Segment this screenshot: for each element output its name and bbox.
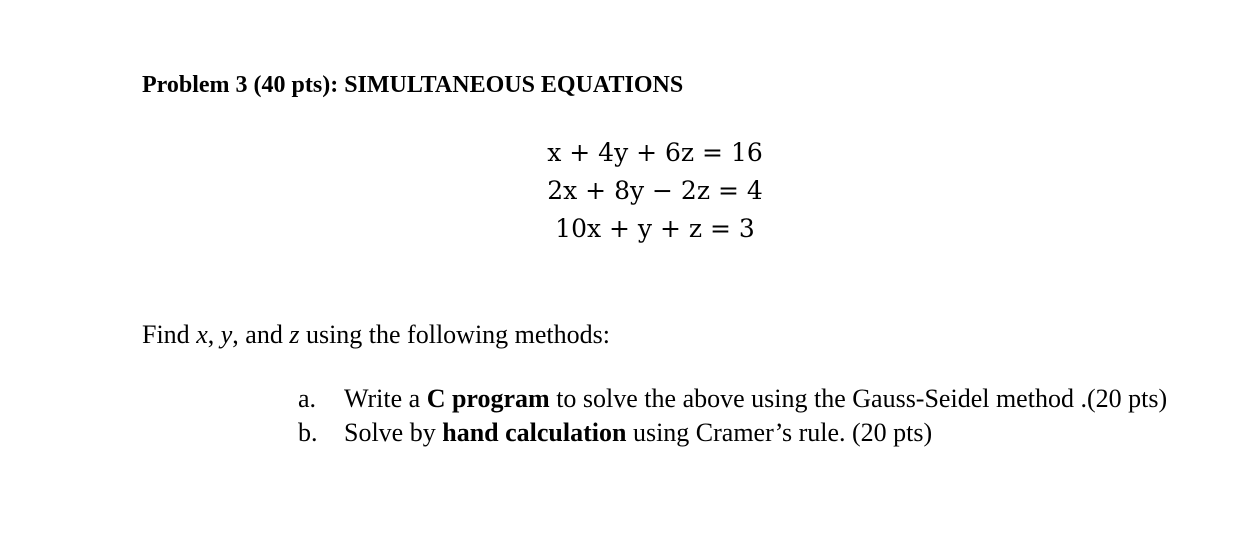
task-text [344,416,932,450]
instruction-prefix: Find [142,320,197,349]
task-text-after: using Cramer’s rule. (20 pts) [626,418,933,447]
variable-x: x [196,320,208,349]
instruction-text [142,320,610,350]
task-item-a [298,382,1167,416]
task-text [344,382,1167,416]
task-item-b [298,416,1167,450]
task-list [298,382,1167,450]
task-text-before: Write a [344,384,427,413]
equation-1: x + 4y + 6z = 16 [547,138,763,167]
equation-3: 10x + y + z = 3 [555,214,755,243]
problem-heading: Problem 3 (40 pts): SIMULTANEOUS EQUATIONS [142,72,684,98]
equation-system [530,134,780,248]
variable-y: y [220,320,233,349]
task-text-bold: C program [426,384,550,413]
instruction-suffix: using the following methods: [299,320,610,349]
task-text-before: Solve by [344,418,443,447]
task-text-after: to solve the above using the Gauss-Seidel method .(20 pts) [549,384,1168,413]
task-marker: b. [298,418,318,447]
task-text-bold: hand calculation [442,418,627,447]
instruction-separator-2: , and [232,320,290,349]
instruction-separator-1: , [207,320,221,349]
task-marker: a. [298,384,317,413]
equation-2: 2x + 8y − 2z = 4 [547,176,763,205]
variable-z: z [289,320,300,349]
